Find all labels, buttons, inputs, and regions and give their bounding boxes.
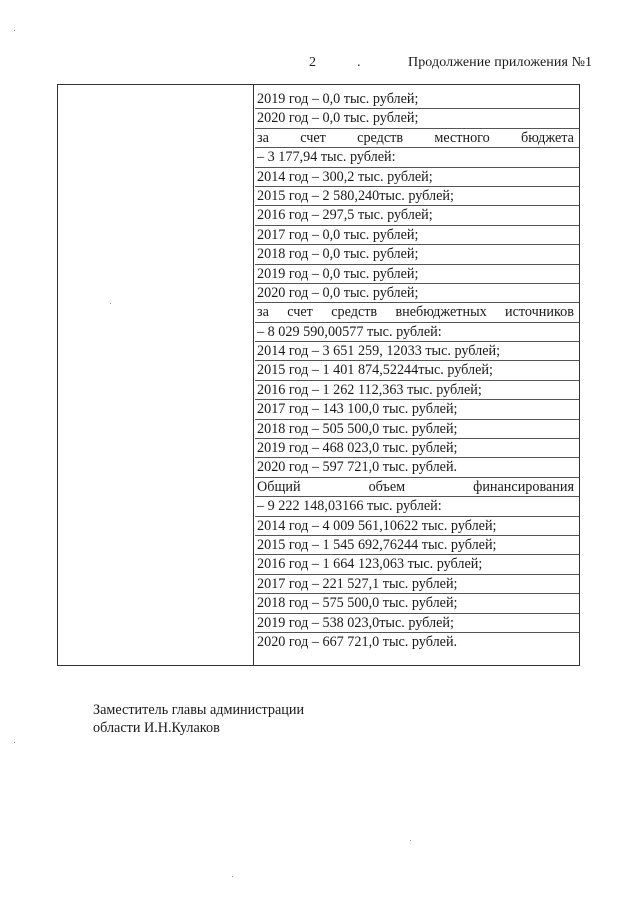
financing-line: 2015 год – 2 580,240тыс. рублей; — [255, 187, 576, 206]
table-column-divider — [253, 85, 254, 665]
signature-block — [93, 701, 304, 737]
financing-line-word: за — [257, 129, 269, 146]
scan-speck — [232, 876, 233, 877]
financing-line: 2020 год – 667 721,0 тыс. рублей. — [257, 633, 458, 650]
financing-line: 2019 год – 0,0 тыс. рублей; — [255, 90, 576, 109]
financing-line: 2016 год – 297,5 тыс. рублей; — [255, 206, 576, 225]
financing-line-word: внебюджетных — [395, 304, 487, 321]
financing-line-word: счет — [300, 129, 326, 146]
financing-line: 2019 год – 538 023,0тыс. рублей; — [255, 614, 576, 633]
financing-line: 2014 год – 300,2 тыс. рублей; — [255, 168, 576, 187]
header-dot: . — [357, 55, 361, 70]
financing-line-word: источников — [505, 304, 574, 321]
financing-line: 2017 год – 0,0 тыс. рублей; — [255, 226, 576, 245]
financing-line: 2017 год – 221 527,1 тыс. рублей; — [255, 575, 576, 594]
financing-line: 2015 год – 1 545 692,76244 тыс. рублей; — [255, 536, 576, 555]
signature-position: Заместитель главы администрации — [93, 702, 305, 718]
financing-line: 2016 год – 1 262 112,363 тыс. рублей; — [255, 381, 576, 400]
financing-line: – 3 177,94 тыс. рублей: — [255, 148, 576, 167]
financing-line-word: бюджета — [521, 129, 574, 146]
financing-line-word: за — [257, 304, 269, 321]
financing-line: 2018 год – 575 500,0 тыс. рублей; — [255, 594, 576, 613]
financing-line: – 9 222 148,03166 тыс. рублей: — [255, 497, 576, 516]
appendix-continuation-note: Продолжение приложения №1 — [408, 55, 593, 70]
financing-text-column — [255, 90, 576, 652]
page-number: 2 — [309, 55, 316, 70]
signature-name: области И.Н.Кулаков — [93, 720, 220, 736]
financing-line: – 8 029 590,00577 тыс. рублей: — [255, 323, 576, 342]
financing-line — [255, 303, 576, 322]
financing-table — [57, 84, 580, 666]
financing-line-word: счет — [287, 304, 313, 321]
financing-line: 2014 год – 3 651 259, 12033 тыс. рублей; — [255, 342, 576, 361]
financing-line: 2020 год – 0,0 тыс. рублей; — [255, 109, 576, 128]
financing-line: 2014 год – 4 009 561,10622 тыс. рублей; — [255, 517, 576, 536]
financing-line: 2020 год – 0,0 тыс. рублей; — [255, 284, 576, 303]
financing-line: 2020 год – 597 721,0 тыс. рублей. — [255, 458, 576, 477]
financing-line: 2018 год – 505 500,0 тыс. рублей; — [255, 420, 576, 439]
financing-line — [255, 129, 576, 148]
financing-line-word: объем — [368, 478, 406, 495]
financing-line: 2018 год – 0,0 тыс. рублей; — [255, 245, 576, 264]
scan-speck — [14, 742, 15, 743]
financing-line: 2019 год – 468 023,0 тыс. рублей; — [255, 439, 576, 458]
financing-line: 2016 год – 1 664 123,063 тыс. рублей; — [255, 555, 576, 574]
financing-line-word: Общий — [257, 478, 301, 495]
financing-line-word: финансирования — [473, 478, 574, 495]
scan-speck — [410, 840, 411, 841]
scan-speck — [14, 30, 15, 31]
financing-line-word: местного — [434, 129, 490, 146]
scan-speck — [110, 303, 111, 304]
financing-line — [255, 478, 576, 497]
financing-line: 2017 год – 143 100,0 тыс. рублей; — [255, 400, 576, 419]
financing-line: 2019 год – 0,0 тыс. рублей; — [255, 265, 576, 284]
financing-line-word: средств — [357, 129, 404, 146]
financing-line-word: средств — [331, 304, 378, 321]
financing-line: 2015 год – 1 401 874,52244тыс. рублей; — [255, 361, 576, 380]
